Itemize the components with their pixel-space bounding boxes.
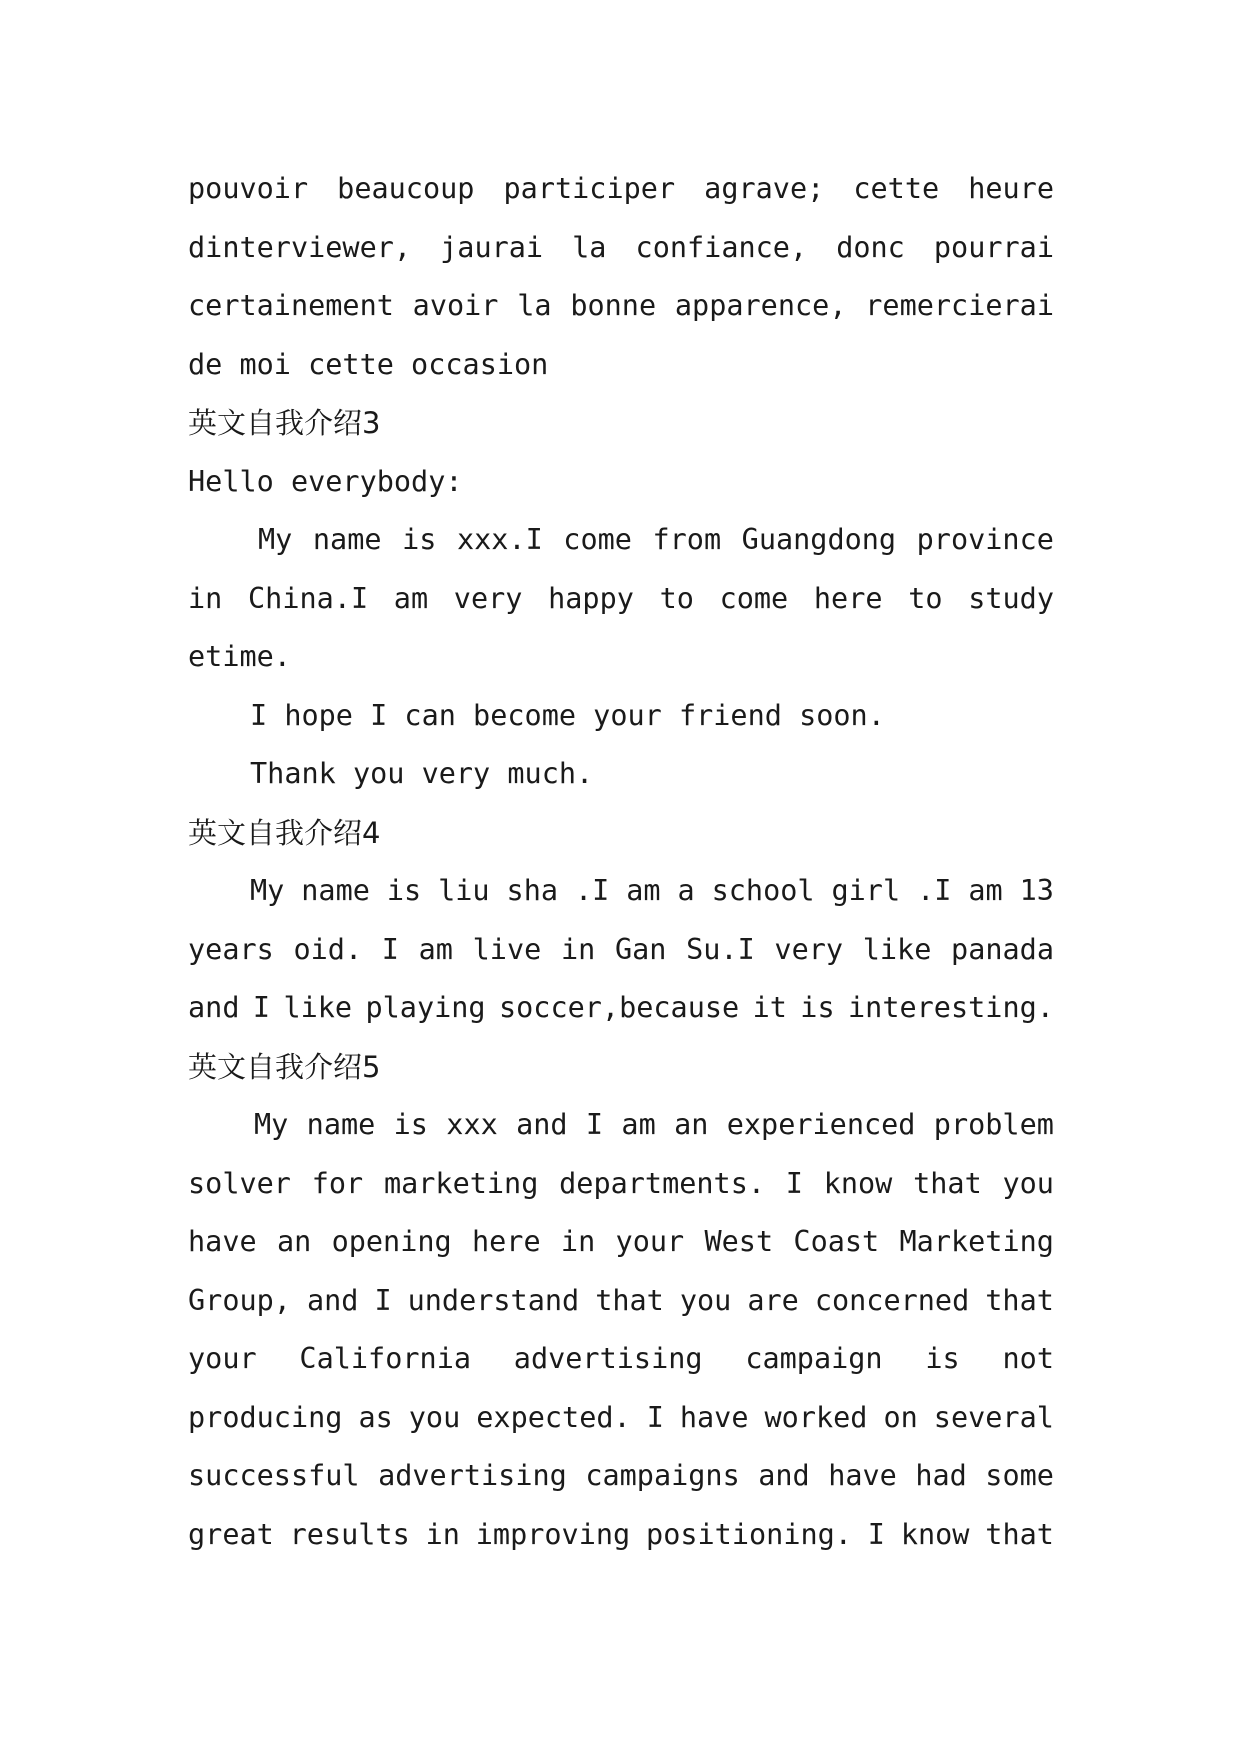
word: campaign: [745, 1342, 883, 1375]
word: results: [289, 1517, 410, 1551]
word: am: [626, 874, 661, 907]
word: in: [560, 1225, 596, 1258]
word: donc: [836, 230, 905, 264]
word: successful: [188, 1459, 360, 1492]
word: girl: [831, 874, 901, 907]
word: apparence,: [674, 289, 847, 322]
paragraph-line: [188, 1272, 1054, 1331]
word: an: [276, 1225, 312, 1258]
word: great: [188, 1517, 274, 1551]
paragraph-line: de moi cette occasion: [188, 347, 549, 381]
paragraph-line: [188, 570, 1054, 629]
word: for: [311, 1166, 364, 1200]
word: live: [472, 932, 542, 966]
word: that: [913, 1166, 982, 1200]
word: .I: [574, 874, 610, 907]
paragraph-line: [188, 277, 1054, 336]
paragraph-line: [188, 1213, 1054, 1272]
word: as: [358, 1400, 393, 1434]
word: in: [425, 1517, 460, 1551]
word: several: [933, 1400, 1054, 1434]
word: that: [985, 1283, 1054, 1317]
word: and: [306, 1283, 359, 1317]
word: China.I: [248, 581, 369, 615]
word: that: [985, 1517, 1054, 1551]
paragraph-line: [188, 979, 1054, 1038]
word: is: [386, 874, 422, 907]
word: concerned: [814, 1283, 970, 1317]
word: an: [674, 1108, 709, 1141]
word: to: [659, 581, 694, 615]
word: and: [188, 991, 240, 1024]
word: expected.: [476, 1400, 631, 1434]
word: problem: [933, 1108, 1054, 1141]
word: is: [402, 523, 437, 556]
word: Marketing: [899, 1225, 1054, 1258]
word: heure: [968, 172, 1054, 205]
paragraph-line: [188, 1330, 1054, 1389]
word: playing: [365, 991, 486, 1024]
paragraph-line: [188, 1155, 1054, 1214]
paragraph-line: [188, 1447, 1054, 1506]
word: I: [252, 991, 271, 1024]
word: from: [652, 523, 722, 556]
paragraph-line: [188, 1389, 1054, 1448]
word: la: [517, 289, 552, 322]
word: departments.: [559, 1166, 766, 1200]
word: here: [471, 1225, 541, 1258]
word: I: [374, 1283, 392, 1317]
word: liu: [438, 874, 490, 907]
word: is: [800, 991, 835, 1024]
word: am: [968, 874, 1003, 907]
word: 13: [1019, 874, 1054, 907]
word: producing: [188, 1400, 343, 1434]
word: to: [908, 581, 943, 615]
word: sha: [506, 874, 559, 907]
word: I: [646, 1400, 664, 1434]
word: school: [711, 874, 815, 907]
greeting-line: Hello everybody:: [188, 464, 463, 498]
word: pourrai: [933, 230, 1054, 264]
word: and: [516, 1108, 568, 1141]
paragraph-line: etime.: [188, 640, 291, 673]
word: remercierai: [865, 289, 1054, 322]
word: it: [752, 991, 787, 1024]
word: California: [299, 1342, 472, 1375]
word: happy: [548, 581, 634, 615]
word: have: [188, 1225, 257, 1258]
word: your: [188, 1342, 257, 1375]
word: worked: [764, 1400, 868, 1434]
paragraph-line: Thank you very much.: [250, 757, 594, 790]
paragraph-line: [188, 1506, 1054, 1565]
word: Coast: [793, 1225, 880, 1258]
word: I: [585, 1108, 604, 1141]
word: very: [774, 932, 844, 966]
word: advertising: [513, 1342, 703, 1375]
word: that: [595, 1283, 664, 1317]
word: avoir: [412, 289, 499, 322]
word: is: [393, 1108, 428, 1141]
word: very: [453, 581, 523, 615]
word: you: [1002, 1166, 1054, 1200]
word: experienced: [726, 1108, 916, 1141]
word: advertising: [378, 1459, 567, 1492]
word: have: [828, 1459, 897, 1492]
word: like: [283, 991, 353, 1024]
word: I: [867, 1517, 885, 1551]
word: are: [747, 1283, 799, 1317]
word: opening: [331, 1225, 452, 1258]
word: marketing: [383, 1166, 539, 1200]
word: name: [312, 523, 382, 556]
word: soccer,because: [498, 991, 740, 1024]
paragraph-line: [188, 862, 1054, 921]
word: certainement: [188, 289, 394, 322]
paragraph-line: [188, 219, 1054, 278]
word: .I: [917, 874, 952, 907]
word: name: [301, 874, 370, 907]
word: My: [250, 874, 285, 907]
word: Su.I: [686, 932, 755, 966]
word: come: [719, 581, 789, 615]
word: is: [925, 1342, 960, 1375]
word: beaucoup: [337, 172, 475, 205]
word: you: [408, 1400, 461, 1434]
word: not: [1002, 1342, 1054, 1375]
word: am: [418, 932, 453, 966]
word: solver: [188, 1166, 291, 1200]
paragraph-line: [188, 921, 1054, 980]
section-heading-4: 英文自我介绍4: [188, 815, 381, 850]
word: know: [900, 1517, 970, 1551]
word: la: [572, 230, 607, 264]
section-heading-3: 英文自我介绍3: [188, 406, 381, 440]
section-heading-5: 英文自我介绍5: [188, 1049, 381, 1084]
word: on: [883, 1400, 918, 1434]
word: study: [968, 581, 1054, 615]
document-body: [188, 160, 1054, 1564]
word: My: [258, 523, 293, 556]
word: Group,: [188, 1283, 291, 1317]
word: xxx.I: [456, 523, 543, 556]
word: jaurai: [440, 230, 544, 264]
word: West: [704, 1225, 774, 1258]
word: am: [393, 581, 429, 615]
word: had: [915, 1459, 967, 1492]
word: understand: [407, 1283, 580, 1317]
word: campaigns: [585, 1459, 740, 1492]
word: Guangdong: [741, 523, 897, 556]
word: panada: [951, 932, 1054, 966]
word: here: [813, 581, 883, 615]
paragraph-line: [188, 1096, 1054, 1155]
paragraph-line: [188, 160, 1054, 219]
word: My: [254, 1108, 289, 1141]
word: Gan: [614, 932, 667, 966]
word: name: [306, 1108, 376, 1141]
word: have: [679, 1400, 749, 1434]
paragraph-line: I hope I can become your friend soon.: [250, 698, 885, 732]
word: years: [188, 932, 274, 966]
paragraph-line: [188, 511, 1054, 570]
word: in: [560, 932, 596, 966]
word: interesting.: [848, 991, 1054, 1024]
word: know: [823, 1166, 893, 1200]
word: I: [785, 1166, 803, 1200]
word: I: [381, 932, 399, 966]
word: improving: [475, 1517, 631, 1551]
word: and: [758, 1459, 810, 1492]
word: province: [916, 523, 1054, 556]
word: bonne: [570, 289, 657, 322]
word: come: [563, 523, 632, 556]
word: in: [188, 581, 223, 615]
word: participer: [503, 172, 676, 205]
word: positioning.: [646, 1517, 852, 1551]
word: dinterviewer,: [188, 230, 412, 264]
word: agrave;: [704, 172, 825, 205]
word: some: [985, 1459, 1054, 1492]
word: like: [862, 932, 932, 966]
word: your: [615, 1225, 685, 1258]
word: a: [677, 874, 695, 907]
word: cette: [853, 172, 940, 205]
word: xxx: [446, 1108, 498, 1141]
word: you: [679, 1283, 732, 1317]
word: am: [621, 1108, 656, 1141]
word: confiance,: [635, 230, 808, 264]
word: oid.: [293, 932, 363, 966]
word: pouvoir: [188, 172, 309, 205]
